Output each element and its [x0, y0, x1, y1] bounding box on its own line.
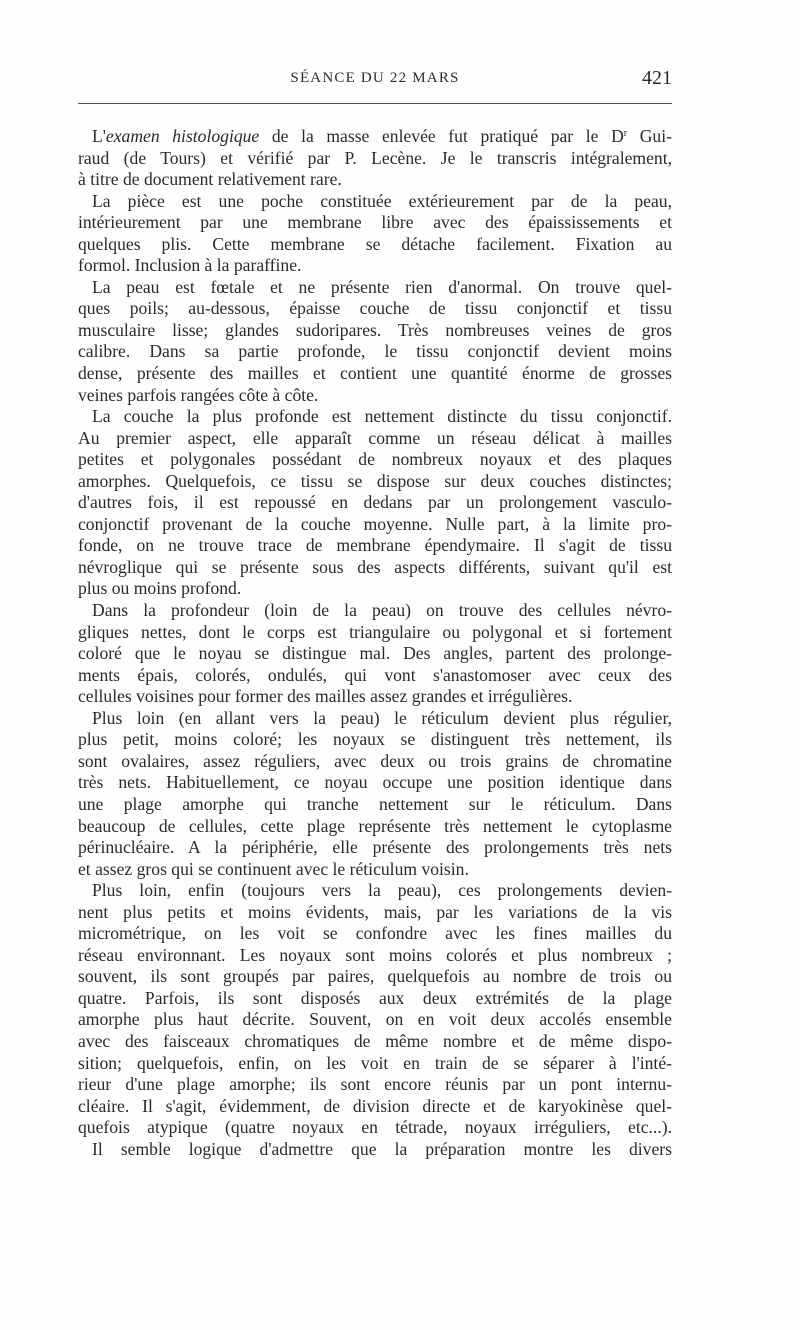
page-number: 421: [642, 67, 672, 89]
text-line: intérieurement par une membrane libre avec des épaississements et: [78, 212, 672, 233]
text-line: amorphe plus haut décrite. Souvent, on en voit deux accolés ensemble: [78, 1009, 672, 1030]
body-text: [78, 126, 672, 1160]
text-line: micrométrique, on les voit se confondre avec les fines mailles du: [78, 923, 672, 944]
text-line: très nets. Habituellement, ce noyau occupe une position identique dans: [78, 772, 672, 793]
page-header: [78, 67, 672, 98]
text-line: sont ovalaires, assez réguliers, avec deux ou trois grains de chromatine: [78, 750, 672, 771]
italic-span: examen histologique: [105, 126, 260, 146]
text-line: amorphes. Quelquefois, ce tissu se dispose sur deux couches distinctes;: [78, 470, 672, 491]
text-line: cléaire. Il s'agit, évidemment, de division directe et de karyokinèse quel-: [78, 1095, 672, 1116]
text-line: musculaire lisse; glandes sudoripares. Très nombreuses veines de gros: [78, 319, 672, 340]
text-line: Plus loin (en allant vers la peau) le réticulum devient plus régulier,: [92, 707, 672, 728]
text-line: quatre. Parfois, ils sont disposés aux deux extrémités de la plage: [78, 987, 672, 1008]
text-line: La pièce est une poche constituée extérieurement par de la peau,: [92, 190, 672, 211]
text-line: Au premier aspect, elle apparaît comme un réseau délicat à mailles: [78, 427, 672, 448]
text-line: d'autres fois, il est repoussé en dedans par un prolongement vasculo-: [78, 492, 672, 513]
text-line: quelques plis. Cette membrane se détache facilement. Fixation au: [78, 233, 672, 254]
text-line: plus petit, moins coloré; les noyaux se distinguent très nettement, ils: [78, 729, 672, 750]
text-line: ques poils; au-dessous, épaisse couche de tissu conjonctif et tissu: [78, 298, 672, 319]
superscript: r: [623, 128, 628, 139]
text-line: La couche la plus profonde est nettement distincte du tissu conjonctif.: [92, 406, 672, 427]
text-line: souvent, ils sont groupés par paires, quelquefois au nombre de trois ou: [78, 966, 672, 987]
text-line: avec des faisceaux chromatiques de même nombre et de même dispo-: [78, 1030, 672, 1051]
header-rule: [78, 103, 672, 104]
text-line: La peau est fœtale et ne présente rien d'anormal. On trouve quel-: [92, 276, 672, 297]
text-line: calibre. Dans sa partie profonde, le tissu conjonctif devient moins: [78, 341, 672, 362]
text-line: [78, 126, 672, 148]
text-line: fonde, on ne trouve trace de membrane épendymaire. Il s'agit de tissu: [78, 535, 672, 556]
text-line: rieur d'une plage amorphe; ils sont encore réunis par un pont internu-: [78, 1074, 672, 1095]
text-line: et assez gros qui se continuent avec le réticulum voisin.: [78, 858, 469, 879]
text-line: périnucléaire. A la périphérie, elle présente des prolongements très nets: [78, 837, 672, 858]
text-line: coloré que le noyau se distingue mal. Des angles, partent des prolonge-: [78, 643, 672, 664]
text-line: conjonctif provenant de la couche moyenne. Nulle part, à la limite pro-: [78, 513, 672, 534]
text-line: gliques nettes, dont le corps est triangulaire ou polygonal et si fortement: [78, 621, 672, 642]
text-line: Il semble logique d'admettre que la préparation montre les divers: [92, 1138, 672, 1159]
text-span: L': [92, 126, 106, 146]
text-span: Gui-: [627, 126, 672, 146]
text-line: cellules voisines pour former des mailles assez grandes et irrégulières.: [78, 686, 573, 707]
text-line: sition; quelquefois, enfin, on les voit en train de se séparer à l'inté-: [78, 1052, 672, 1073]
text-line: beaucoup de cellules, cette plage représente très nettement le cytoplasme: [78, 815, 672, 836]
text-line: une plage amorphe qui tranche nettement sur le réticulum. Dans: [78, 793, 672, 814]
text-line: veines parfois rangées côte à côte.: [78, 384, 319, 405]
text-line: raud (de Tours) et vérifié par P. Lecène. Je le transcris intégralement,: [78, 147, 672, 168]
text-line: dense, présente des mailles et contient une quantité énorme de grosses: [78, 363, 672, 384]
text-line: Dans la profondeur (loin de la peau) on trouve des cellules névro-: [92, 600, 672, 621]
text-line: plus ou moins profond.: [78, 578, 242, 599]
text-line: ments épais, colorés, ondulés, qui vont s'anastomoser avec ceux des: [78, 664, 672, 685]
text-line: à titre de document relativement rare.: [78, 169, 342, 190]
text-line: quefois atypique (quatre noyaux en tétrade, noyaux irréguliers, etc...).: [78, 1117, 672, 1138]
text-line: Plus loin, enfin (toujours vers la peau), ces prolongements devien-: [92, 880, 672, 901]
text-line: nent plus petits et moins évidents, mais, par les variations de la vis: [78, 901, 672, 922]
running-title: SÉANCE DU 22 MARS: [290, 70, 460, 86]
text-span: de la masse enlevée fut pratiqué par le D: [259, 126, 624, 146]
text-line: névroglique qui se présente sous des aspects différents, suivant qu'il est: [78, 556, 672, 577]
text-line: petites et polygonales possédant de nombreux noyaux et des plaques: [78, 449, 672, 470]
text-line: formol. Inclusion à la paraffine.: [78, 255, 302, 276]
text-line: réseau environnant. Les noyaux sont moins colorés et plus nombreux ;: [78, 944, 672, 965]
